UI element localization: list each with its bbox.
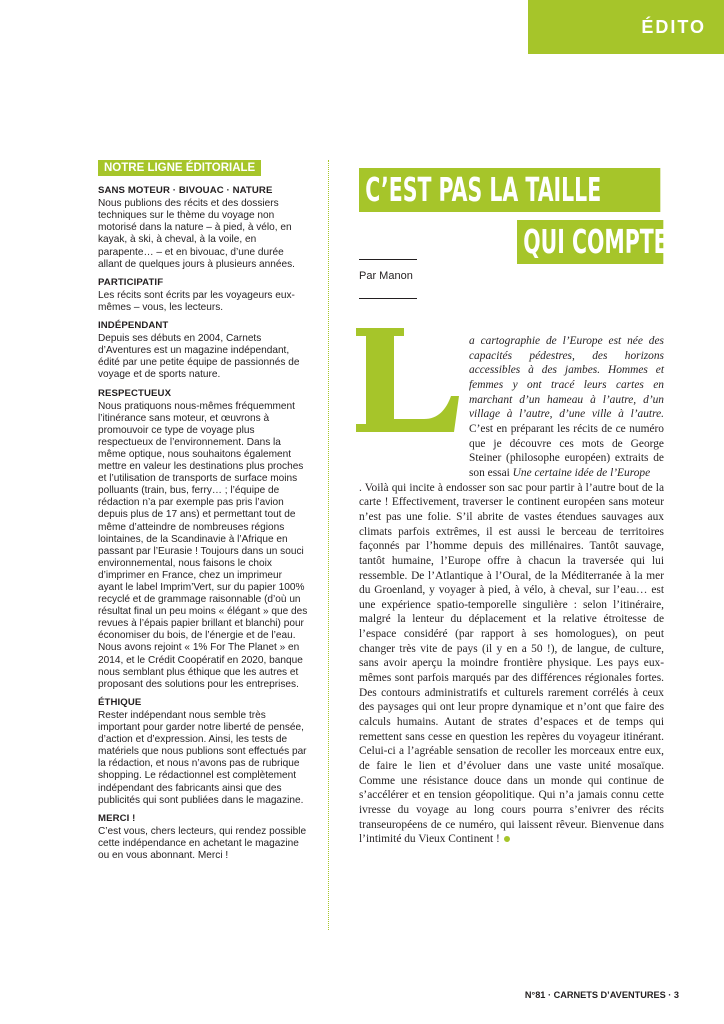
article-body-lead [359, 334, 664, 481]
sidebar-section [98, 277, 308, 314]
column-divider [328, 160, 329, 930]
sidebar-text: Nous publions des récits et des dossiers techniques sur le thème du voyage non motorisé dans la nature – à pied, à vélo, en kayak, à ski, à cheval, à la voile, en parapente… – et en bivouac, d’une durée allant de quelques jours à plusieurs années. [98, 198, 295, 270]
headline-line-2: QUI COMPTE [517, 220, 663, 264]
sidebar-heading: RESPECTUEUX [98, 387, 172, 399]
sidebar-section [98, 320, 308, 381]
sidebar-section [98, 813, 308, 862]
sidebar-title: NOTRE LIGNE ÉDITORIALE [98, 160, 261, 176]
article-text-continued: . Voilà qui incite à endosser son sac pour partir à l’autre bout de la carte ! Effectivement, traverser le continent européen sans moteur n’est pas une folie. S’il abrite de vastes étendues sauvages aux climats parfois extrêmes, il est aussi le berceau de territoires façonnés par l’homme depuis des millénaires. Tantôt sauvage, tantôt humaine, l’Europe offre à chacun la traversée qui lui ressemble. De l’Atlantique à l’Oural, de la Méditerranée à la mer du Groenland, y voyager à pied, à vélo, à cheval, sur l’eau… est une expérience spatio-temporelle singulière : selon l’itinéraire, malgré la lenteur du déplacement et la relative étroitesse de l’espace considéré (par rapport à ses homologues), on peut changer très vite de pays (il y en a 50 !), de langue, de culture, sans avoir aperçu la moindre frontière physique. Les pays eux-mêmes sont parfois marqués par des différences régionales fortes. Des contours administratifs et culturels rarement corrélés à ceux des paysages qui ont leur propre dynamique et n’ont que faire des calculs humains. Autant de strates d’espaces et de temps qui remettent sans cesse en question les repères du voyageur itinérant. Celui-ci a l’agréable sensation de recoller les morceaux entre eux, de faire le lien et d’évoluer dans une vaste unité mosaïque. Comme une résistance douce dans un monde qui continue de s’accélérer et en tension géopolitique. Qui n’a jamais connu cette ivresse du voyage au long cours pourra s’enivrer des récits transeuropéens de ce numéro, qui laissent rêveur. Bienvenue dans l’intimité du Vieux Continent ! [359, 481, 664, 846]
sidebar-heading: MERCI ! [98, 812, 136, 824]
section-tab [528, 0, 724, 54]
editorial-line-sidebar [98, 160, 308, 862]
sidebar-text: C’est vous, chers lecteurs, qui rendez possible cette indépendance en achetant le magazine ou en vous abonnant. Merci ! [98, 825, 307, 861]
sidebar-heading: INDÉPENDANT [98, 320, 169, 332]
sidebar-text: Depuis ses débuts en 2004, Carnets d’Aventures est un magazine indépendant, édité par une petite équipe de passionnés de voyage et de sports nature. [98, 333, 300, 381]
headline-line-1: C’EST PAS LA TAILLE [359, 168, 660, 212]
footer-text: · CARNETS D’AVENTURES · 3 [545, 990, 679, 1000]
section-tab-label: ÉDITO [641, 16, 706, 37]
sidebar-heading: PARTICIPATIF [98, 276, 164, 288]
article-text: C’est en préparant les récits de ce numéro que je découvre ces mots de George Steiner (philosophe européen) extraits de son essai [469, 422, 664, 479]
sidebar-section [98, 185, 308, 271]
sidebar-section [98, 388, 308, 691]
sidebar-text: Les récits sont écrits par les voyageurs eux-mêmes – vous, les lecteurs. [98, 289, 295, 313]
article-quote-title: Une certaine idée de l’Europe [512, 466, 651, 479]
sidebar-section [98, 697, 308, 807]
sidebar-heading: SANS MOTEUR · BIVOUAC · NATURE [98, 185, 273, 197]
article-body [359, 334, 664, 847]
sidebar-text: Rester indépendant nous semble très important pour garder notre liberté de pensée, d’action et d’expression. Ainsi, les tests de matériels que nous publions sont effectués par la rédaction, et nous n’avons pas de rubrique shopping. Le rédactionnel est complètement indépendant des fabricants ainsi que des publicités qui sont publiées dans le magazine. [98, 709, 307, 806]
article-lead-italic: a cartographie de l’Europe est née des capacités pédestres, des horizons accessibles à des jambes. Hommes et femmes y ont tracé leurs cartes en marchant d’un hameau à l’autre, d’un village à l’autre, d’une ville à l’autre. [469, 335, 664, 421]
sidebar-heading: ÉTHIQUE [98, 696, 142, 708]
author-rule-bottom [359, 298, 417, 299]
end-mark-dot [504, 836, 510, 842]
sidebar-text: Nous pratiquons nous-mêmes fréquemment l’itinérance sans moteur, et œuvrons à promouvoir ce type de voyage plus respectueux de l’environnement. Dans la même optique, nous souhaitons également mettre en valeur les destinations plus proches et l’utilisation de transports de surface moins polluants (train, bus, ferry… ; l’équipe de rédaction n’a par exemple pas pris l’avion depuis plus de 17 ans) et permettant tout de même d’atteindre de nombreuses régions lointaines, de la Scandinavie à l’Afrique en passant par l’Eurasie ! Toujours dans un souci environnemental, nous faisons le choix d’imprimer en France, chez un imprimeur ayant le label Imprim’Vert, sur du papier 100% recyclé et de grammage raisonnable (d’où un résultat final un peu moins « élégant » que des revues à l’épais papier brillant et blanchi) pour économiser du bois, de l’énergie et de l’eau. Nous avons rejoint « 1% For The Planet » en 2014, et le Crédit Coopératif en 2020, banque nous semblant plus éthique que les autres et proposant des solutions pour les entreprises. [98, 400, 308, 690]
page-footer [525, 990, 679, 1000]
author-rule-top [359, 259, 417, 260]
author-byline: Par Manon [359, 270, 413, 282]
issue-number: N°81 [524, 990, 546, 1000]
drop-cap-text: L [150, 122, 151, 123]
